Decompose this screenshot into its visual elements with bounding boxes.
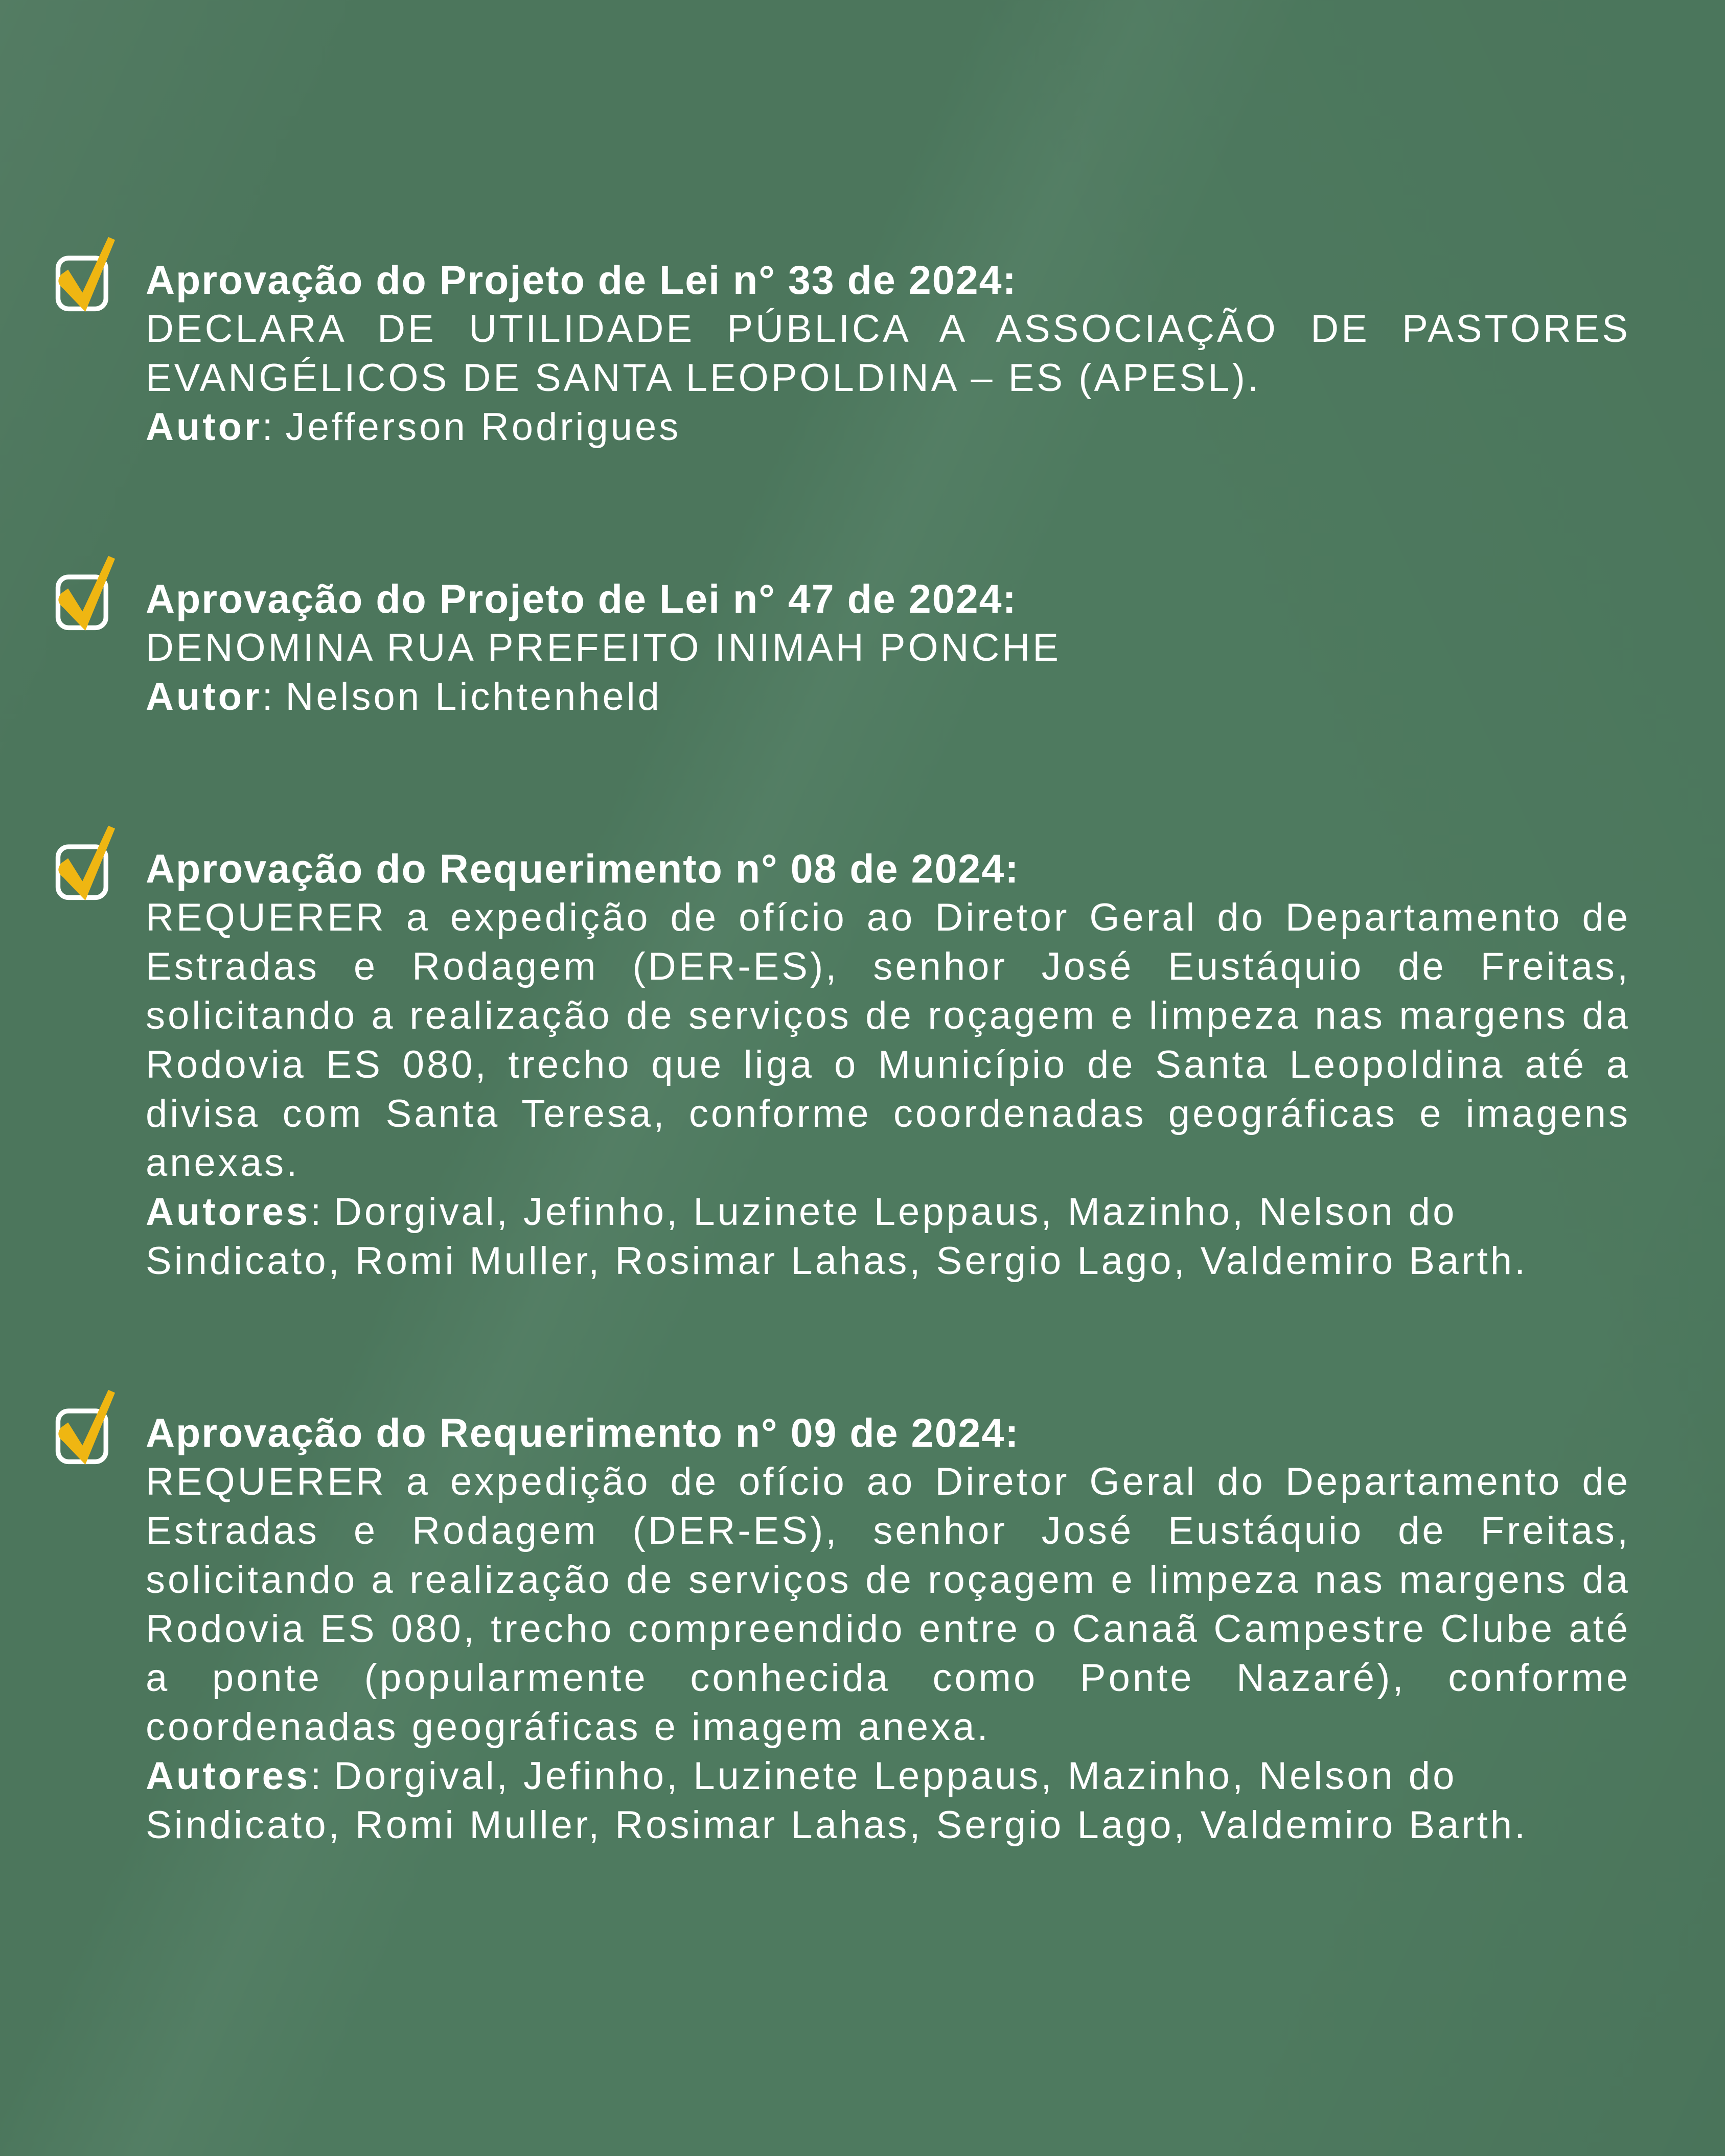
item-description: REQUERER a expedição de ofício ao Diretor Geral do Departamento de Estradas e Rodagem (DER-ES), senhor José Eustáquio de Freitas, solicitando a realização de serviços de roçagem e limpeza nas margens da Rodovia ES 080, trecho que liga o Município de Santa Leopoldina até a divisa com Santa Teresa, conforme coordenadas geográficas e imagens anexas.: [146, 896, 1630, 1185]
item-description: REQUERER a expedição de ofício ao Diretor Geral do Departamento de Estradas e Rodagem (DER-ES), senhor José Eustáquio de Freitas, solicitando a realização de serviços de roçagem e limpeza nas margens da Rodovia ES 080, trecho compreendido entre o Canaã Campestre Clube até a ponte (popularmente conhecida como Ponte Nazaré), conforme coordenadas geográficas e imagem anexa.: [146, 1460, 1630, 1749]
authors-label: Autores: [146, 1190, 311, 1234]
item-text: [146, 1408, 1630, 1850]
authors-line: [146, 1752, 1630, 1850]
authors-names: Dorgival, Jefinho, Luzinete Leppaus, Mazinho, Nelson do Sindicato, Romi Muller, Rosimar Lahas, Sergio Lago, Valdemiro Barth.: [146, 1754, 1528, 1847]
authors-line: [146, 1188, 1630, 1286]
checked-checkbox-icon: [54, 235, 116, 312]
authors-line: [146, 403, 1630, 452]
agenda-item: [54, 256, 1630, 452]
item-description: DECLARA DE UTILIDADE PÚBLICA A ASSOCIAÇÃO DE PASTORES EVANGÉLICOS DE SANTA LEOPOLDINA – ES (APESL).: [146, 307, 1630, 400]
authors-separator: :: [262, 675, 275, 718]
item-description: DENOMINA RUA PREFEITO INIMAH PONCHE: [146, 626, 1061, 669]
item-title: Aprovação do Requerimento n° 08 de 2024:: [146, 846, 1020, 891]
authors-separator: :: [262, 405, 275, 449]
authors-names: Nelson Lichtenheld: [285, 675, 662, 718]
authors-label: Autor: [146, 675, 262, 718]
agenda-item: [54, 574, 1630, 722]
item-text: [146, 574, 1630, 722]
checked-checkbox-icon: [54, 1388, 116, 1465]
item-title: Aprovação do Requerimento n° 09 de 2024:: [146, 1410, 1020, 1455]
authors-separator: :: [310, 1754, 324, 1798]
authors-label: Autores: [146, 1754, 311, 1798]
checked-checkbox-icon: [54, 824, 116, 900]
item-text: [146, 256, 1630, 452]
agenda-item: [54, 844, 1630, 1286]
agenda-item: [54, 1408, 1630, 1850]
item-text: [146, 844, 1630, 1286]
authors-names: Dorgival, Jefinho, Luzinete Leppaus, Mazinho, Nelson do Sindicato, Romi Muller, Rosimar Lahas, Sergio Lago, Valdemiro Barth.: [146, 1190, 1528, 1283]
checked-checkbox-icon: [54, 554, 116, 631]
authors-names: Jefferson Rodrigues: [285, 405, 681, 449]
authors-line: [146, 673, 1630, 722]
item-title: Aprovação do Projeto de Lei n° 47 de 2024:: [146, 576, 1017, 621]
item-title: Aprovação do Projeto de Lei n° 33 de 2024:: [146, 257, 1017, 303]
authors-label: Autor: [146, 405, 262, 449]
authors-separator: :: [310, 1190, 324, 1234]
